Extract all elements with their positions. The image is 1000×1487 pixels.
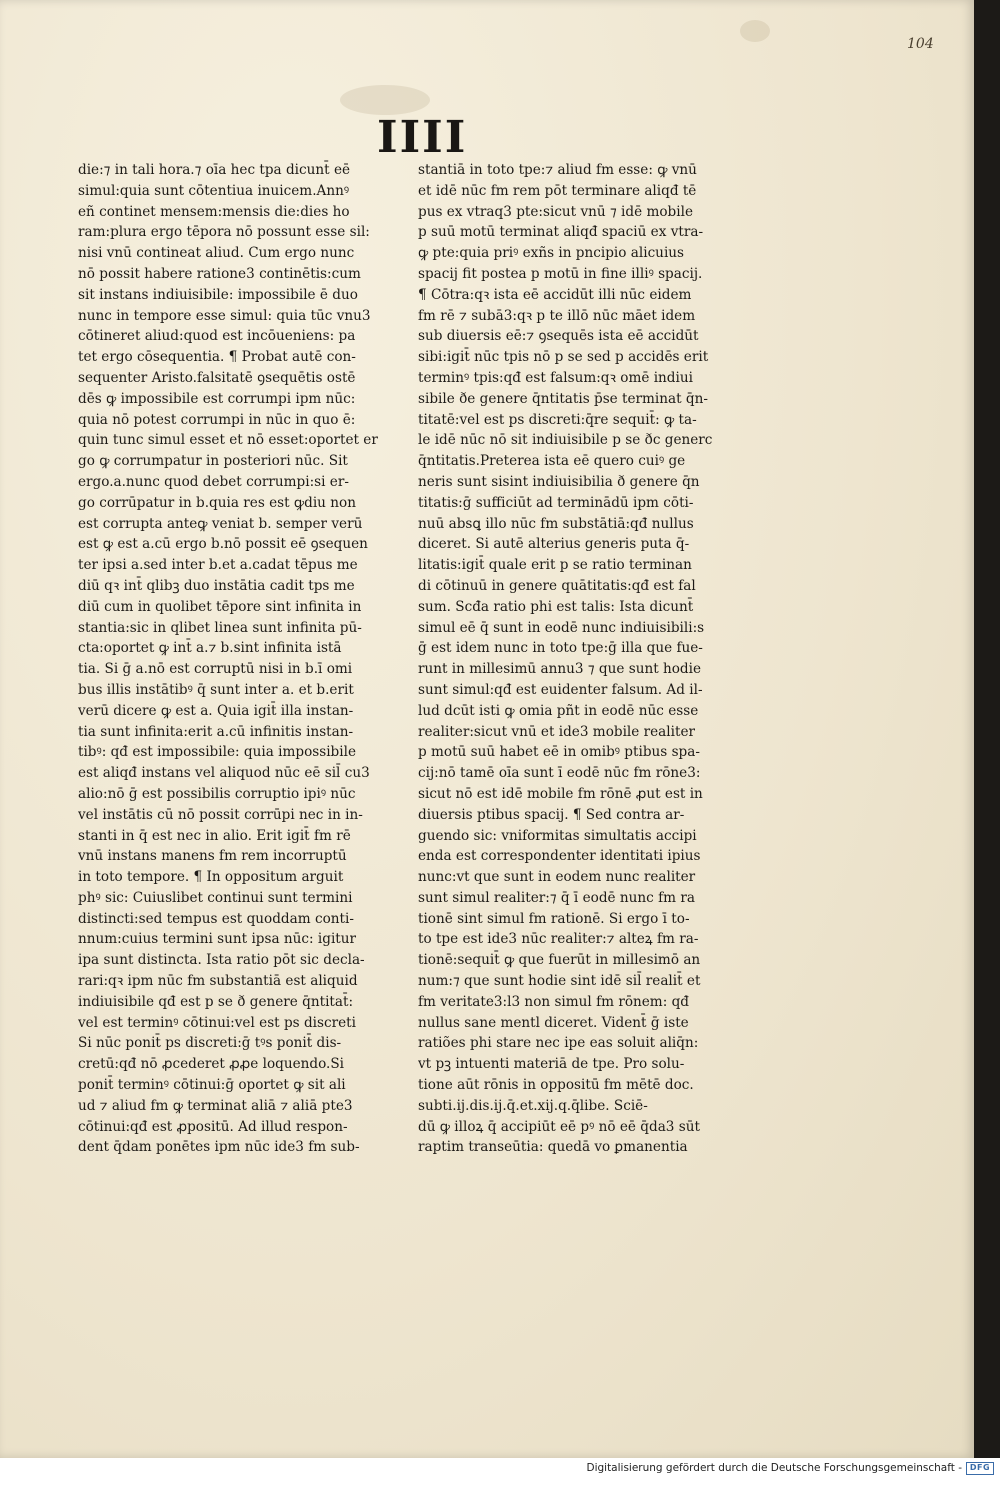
- text-line: ratiões phi stare nec ipe eas soluit aliq̄n:: [418, 1035, 699, 1052]
- text-line: dent q̄dam ponētes ipm nūc ide3 fm sub-: [78, 1139, 360, 1156]
- text-line: spacij fit postea p motū in fine illiꝰ spacij.: [418, 265, 703, 282]
- text-line: cōtinui:qđ est ꝓpositū. Ad illud respon-: [78, 1118, 348, 1135]
- text-line: nuū absꝗ illo nūc fm substātiā:qđ nullus: [418, 515, 694, 532]
- text-line: simul eē q̄ sunt in eodē nunc indiuisibili:s: [418, 619, 705, 636]
- text-line: est ꝙ est a.cū ergo b.nō possit eē ꝯsequen: [78, 536, 368, 553]
- text-line: q̄ntitatis.Preterea ista eē quero cuiꝰ ge: [418, 453, 686, 470]
- text-line: enda est correspondenter identitati ipius: [418, 848, 701, 865]
- text-line: diū qꝛ int̄ qlibꝫ duo instātia cadit tps me: [78, 577, 355, 594]
- text-line: rari:qꝛ ipm nūc fm substantiā est aliquid: [78, 973, 358, 990]
- text-line: terminꝰ tpis:qđ est falsum:qꝛ omē indiui: [418, 369, 693, 386]
- text-line: sum. Scđa ratio phi est talis: Ista dicunt̄: [418, 598, 694, 615]
- text-line: Si nūc ponit̄ ps discreti:ḡ tꝰs ponit̄ dis-: [78, 1035, 342, 1052]
- text-line: indiuisibile qđ est p se ð genere q̄ntitat̄:: [78, 993, 354, 1010]
- text-line: est aliqđ instans vel aliquod nūc eē sil̄ cu3: [78, 765, 370, 782]
- text-line: sequenter Aristo.falsitatē ꝯsequētis ostē: [78, 369, 356, 386]
- text-line: ꝙ pte:quia priꝰ exñs in pncipio alicuius: [418, 245, 685, 262]
- text-line: stantiā in toto tpe:⁊ aliud fm esse: ꝙ vnū: [418, 162, 697, 178]
- text-line: to tpe est ide3 nūc realiter:⁊ alteꝝ fm ra-: [418, 931, 699, 948]
- text-line: raptim transeūtia: quedā vo ꝑmanentia: [418, 1139, 688, 1156]
- text-line: phꝰ sic: Cuiuslibet continui sunt termini: [78, 889, 353, 906]
- text-line: ponit̄ terminꝰ cōtinui:ḡ oportet ꝙ sit ali: [78, 1077, 346, 1094]
- text-line: nunc:vt que sunt in eodem nunc realiter: [418, 869, 696, 886]
- text-line: cij:nō tamē oīa sunt ī eodē nūc fm rōne3:: [418, 765, 701, 782]
- text-line: vel instātis cū nō possit corrūpi nec in in-: [78, 806, 363, 823]
- text-line: vnū instans manens fm rem incorruptū: [78, 848, 347, 865]
- text-line: ḡ est idem nunc in toto tpe:ḡ illa que fue-: [418, 640, 703, 657]
- text-line: nisi vnū contineat aliud. Cum ergo nunc: [78, 245, 355, 262]
- funding-credit: Digitalisierung gefördert durch die Deutsche Forschungsgemeinschaft -: [586, 1462, 962, 1474]
- text-line: ud ⁊ aliud fm ꝙ terminat aliā ⁊ aliā pte3: [78, 1097, 353, 1114]
- text-line: diuersis ptibus spacij. ¶ Sed contra ar-: [418, 806, 685, 823]
- text-line: sibile ðe genere q̄ntitatis p̄se terminat q̄n-: [418, 390, 708, 407]
- text-line: lud dcūt isti ꝙ omia pñt in eodē nūc esse: [418, 702, 699, 719]
- text-line: nnum:cuius termini sunt ipsa nūc: igitur: [78, 931, 357, 948]
- text-line: stanti in q̄ est nec in alio. Erit igit̄ fm rē: [78, 827, 351, 844]
- text-line: ergo.a.nunc quod debet corrumpi:si er-: [78, 473, 349, 490]
- text-line: ram:plura ergo tēpora nō possunt esse sil:: [78, 224, 370, 241]
- text-line: nō possit habere ratione3 continētis:cum: [78, 265, 361, 282]
- text-line: le idē nūc nō sit indiuisibile p se ðc generc: [418, 432, 713, 449]
- text-line: nullus sane mentl diceret. Vident̄ ḡ iste: [418, 1014, 689, 1031]
- text-line: realiter:sicut vnū et ide3 mobile realiter: [418, 723, 695, 740]
- text-line: p suū motū terminat aliqđ spaciū ex vtra-: [418, 224, 704, 241]
- text-line: ¶ Cōtra:qꝛ ista eē accidūt illi nūc eidem: [418, 286, 692, 303]
- text-line: alio:nō ḡ est possibilis corruptio ipiꝰ nūc: [78, 785, 356, 802]
- text-line: diceret. Si autē alterius generis puta q̄-: [418, 536, 690, 553]
- text-line: pus ex vtraq3 pte:sicut vnū ⁊ idē mobile: [418, 203, 693, 220]
- chapter-heading: IIII: [377, 112, 468, 163]
- text-line: titatis:ḡ sufficiūt ad terminādū ipm cōti-: [418, 494, 694, 511]
- text-line: litatis:igit̄ quale erit p se ratio terminan: [418, 557, 692, 574]
- text-line: runt in millesimū annu3 ⁊ que sunt hodie: [418, 661, 702, 678]
- text-line: go ꝙ corrumpatur in posteriori nūc. Sit: [78, 453, 348, 470]
- text-line: cretū:qđ nō ꝓcederet ꝓꝓe loquendo.Si: [78, 1056, 345, 1073]
- text-line: sub diuersis eē:⁊ ꝯsequēs ista eē accidūt: [418, 328, 699, 345]
- text-line: die:⁊ in tali hora.⁊ oīa hec tpa dicunt̄ eē: [78, 162, 351, 178]
- text-line: tia sunt infinita:erit a.cū infinitis instan-: [78, 723, 354, 740]
- text-line: diū cum in quolibet tēpore sint infinita in: [78, 598, 362, 615]
- text-line: et idē nūc fm rem pōt terminare aliqđ tē: [418, 182, 697, 199]
- text-line: distincti:sed tempus est quoddam conti-: [78, 910, 354, 927]
- text-line: in toto tempore. ¶ In oppositum arguit: [78, 869, 344, 886]
- text-line: tionē:sequit̄ ꝙ que fuerūt in millesimō an: [418, 952, 701, 969]
- paper-stain: [740, 20, 770, 42]
- text-line: fm rē ⁊ subā3:qꝛ p te illō nūc māet idem: [418, 307, 696, 324]
- text-line: sicut nō est idē mobile fm rōnē ꝓut est in: [418, 785, 703, 802]
- paper-stain: [340, 85, 430, 115]
- folio-number: 104: [907, 36, 934, 52]
- text-line: cta:oportet ꝙ int̄ a.⁊ b.sint infinita istā: [78, 640, 342, 657]
- text-line: ter ipsi a.sed inter b.et a.cadat tēpus me: [78, 557, 358, 574]
- right-text-column: [418, 160, 758, 1158]
- text-line: quia nō potest corrumpi in nūc in quo ē:: [78, 411, 356, 428]
- text-line: tia. Si ḡ a.nō est corruptū nisi in b.ī omi: [78, 661, 353, 678]
- text-line: ipa sunt distincta. Ista ratio pōt sic decla-: [78, 952, 365, 969]
- text-line: sunt simul realiter:⁊ q̄ ī eodē nunc fm ra: [418, 889, 695, 906]
- text-line: sit instans indiuisibile: impossibile ē duo: [78, 286, 358, 303]
- page-edge-shadow: [974, 0, 1000, 1458]
- text-line: fm veritate3:l3 non simul fm rōnem: qđ: [418, 993, 690, 1010]
- text-line: neris sunt sisint indiuisibilia ð genere q̄n: [418, 473, 700, 490]
- text-line: sunt simul:qđ est euidenter falsum. Ad il-: [418, 681, 703, 698]
- text-line: vel est terminꝰ cōtinui:vel est ps discreti: [78, 1014, 356, 1031]
- dfg-logo-icon: DFG: [966, 1462, 994, 1475]
- text-line: sibi:igit̄ nūc tpis nō p se sed p accidēs erit: [418, 349, 709, 366]
- text-line: p motū suū habet eē in omibꝰ ptibus spa-: [418, 744, 700, 761]
- text-line: stantia:sic in qlibet linea sunt infinita pū-: [78, 619, 362, 636]
- text-line: tibꝰ: qđ est impossibile: quia impossibile: [78, 744, 356, 761]
- text-line: di cōtinuū in genere quātitatis:qđ est fal: [418, 577, 696, 594]
- text-line: subti.ij.dis.ij.q̄.et.xij.q.q̄libe. Sciē-: [418, 1097, 648, 1114]
- text-line: guendo sic: vniformitas simultatis accipi: [418, 827, 697, 844]
- text-line: est corrupta anteꝙ veniat b. semper verū: [78, 515, 363, 532]
- text-line: num:⁊ que sunt hodie sint idē sil̄ realit̄ et: [418, 973, 701, 990]
- text-line: tione aūt rōnis in oppositū fm mētē doc.: [418, 1077, 694, 1094]
- text-line: tionē sint simul fm rationē. Si ergo ī to-: [418, 910, 690, 927]
- text-line: vt pꝫ intuenti materiā de tpe. Pro solu-: [418, 1056, 685, 1073]
- text-line: dēs ꝙ impossibile est corrumpi ipm nūc:: [78, 390, 356, 407]
- text-line: titatē:vel est ps discreti:q̄re sequit̄: ꝙ ta-: [418, 411, 697, 428]
- text-line: go corrūpatur in b.quia res est ꝙdiu non: [78, 494, 356, 511]
- text-line: quin tunc simul esset et nō esset:oportet er: [78, 432, 378, 449]
- text-line: verū dicere ꝙ est a. Quia igit̄ illa instan-: [78, 702, 354, 719]
- left-text-column: [78, 160, 406, 1158]
- text-line: dū ꝙ illoꝝ q̄ accipiūt eē pꝰ nō eē q̄da3 sūt: [418, 1118, 700, 1135]
- text-line: simul:quia sunt cōtentiua inuicem.Annꝰ: [78, 182, 350, 199]
- text-line: eñ continet mensem:mensis die:dies ho: [78, 203, 350, 220]
- text-line: cōtineret aliud:quod est incōueniens: pa: [78, 328, 356, 345]
- text-line: tet ergo cōsequentia. ¶ Probat autē con-: [78, 349, 356, 366]
- text-line: bus illis instātibꝰ q̄ sunt inter a. et b.erit: [78, 681, 354, 698]
- text-line: nunc in tempore esse simul: quia tūc vnu3: [78, 307, 371, 324]
